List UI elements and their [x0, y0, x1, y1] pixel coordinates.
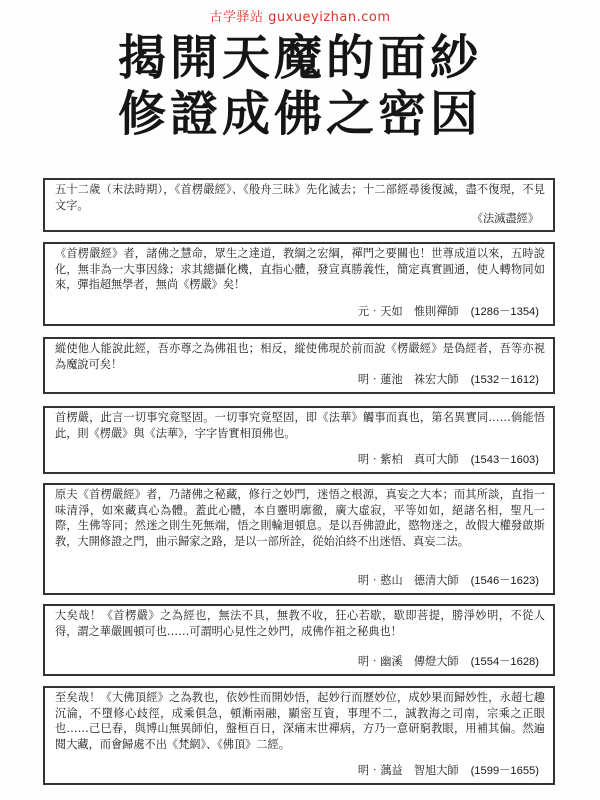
quote-box-ouyi-zhixu: [43, 686, 555, 785]
quote-source: 明‧幽溪 傳燈大師: [357, 655, 459, 668]
quote-citation: [358, 654, 539, 670]
quote-citation: [358, 573, 539, 589]
quote-source: 明‧紫柏 真可大師: [357, 453, 459, 466]
quote-citation: [358, 304, 539, 320]
quote-years: (1546－1623): [470, 575, 539, 587]
quote-text: 五十二歲（末法時期），《首楞嚴經》、《般舟三昧》先化滅去；十二部經尋後復滅，盡不復現，不見文字。: [55, 183, 545, 212]
quote-text: 首楞嚴，此言一切事究竟堅固。一切事究竟堅固，即《法華》觸事而真也，第名異實同……倘能悟此，則《楞嚴》與《法華》，字字皆實相頂佛也。: [55, 411, 545, 440]
quote-source: 《法滅盡經》: [471, 212, 539, 225]
quote-box-zibai-zhenke: [43, 406, 555, 474]
quote-citation: [358, 452, 539, 468]
quote-years: (1554－1628): [470, 656, 539, 668]
quote-source: 元‧天如 惟則禪師: [357, 305, 459, 318]
quote-source: 明‧蕅益 智旭大師: [357, 764, 459, 777]
quote-source: 明‧蓮池 袾宏大師: [357, 373, 459, 386]
quote-years: (1532－1612): [470, 374, 539, 386]
quote-box-fa-mie-jin-jing: [43, 178, 555, 232]
quote-years: (1286－1354): [470, 306, 539, 318]
quote-box-lianchi-zhuhong: [43, 337, 555, 394]
quote-box-youxi-chuandeng: [43, 604, 555, 676]
page-title-line-1: 揭開天魔的面紗: [117, 30, 482, 86]
quote-box-tianru-weize: [43, 242, 555, 326]
quote-source: 明‧憨山 德清大師: [357, 574, 459, 587]
quote-years: (1599－1655): [470, 765, 539, 777]
page-title-line-2: 修證成佛之密因: [117, 86, 482, 142]
quote-citation: [358, 372, 539, 388]
quote-text: 原夫《首楞嚴經》者，乃諸佛之秘藏，修行之妙門，迷悟之根源，真妄之大本；而其所談，直指一味清淨，如來藏真心為體。蓋此心體，本自靈明廓徹，廣大虛寂，平等如如，絕諸名相，聖凡一際，生佛等同；然迷之則生死無端，悟之則輪迴頓息。是以吾佛證此，愍物迷之，故假大權發啟斯教，大開修證之門，曲示歸家之路，是以一部所詮，從始泊終不出迷悟、真妄二法。: [55, 488, 545, 548]
quote-citation: [472, 211, 539, 226]
site-watermark: 古学驿站 guxueyizhan.com: [209, 10, 391, 25]
quote-box-hanshan-deqing: [43, 483, 555, 595]
quote-text: 至矣哉！《大佛頂經》之為教也，依妙性而開妙悟，起妙行而歷妙位，成妙果而歸妙性，永超七趣沉淪，不墮修心歧徑，成乘俱急，頓漸兩融，顯密互資，事理不二，誠教海之司南，宗乘之正眼也……己巳春，與博山無異師伯，盤桓百日，深痛末世禪病，方乃一意研窮教眼，用補其偏。然遍閱大藏，而會歸處不出《梵網》、《佛頂》二經。: [55, 691, 545, 751]
quote-text: 縱使他人能說此經，吾亦尊之為佛祖也；相反，縱使佛現於前而說《楞嚴經》是偽經者，吾等亦視為魔說可矣！: [55, 342, 545, 371]
quote-text: 《首楞嚴經》者，諸佛之慧命，眾生之達道，教綱之宏綱，禪門之要關也！世尊成道以來，五時說化，無非為一大事因緣；求其總攝化機，直指心體，發宣真勝義性，簡定真實圓通，使人轉物同如來，彈指超無學者，無尚《楞嚴》矣！: [55, 247, 545, 291]
quote-citation: [358, 763, 539, 779]
quote-text: 大矣哉！《首楞嚴》之為經也，無法不具，無教不收，狂心若歇，歇即菩提，勝淨妙明，不從人得，謂之華嚴圓頓可也……可謂明心見性之妙門，成佛作祖之秘典也！: [55, 609, 545, 638]
quote-years: (1543－1603): [470, 454, 539, 466]
